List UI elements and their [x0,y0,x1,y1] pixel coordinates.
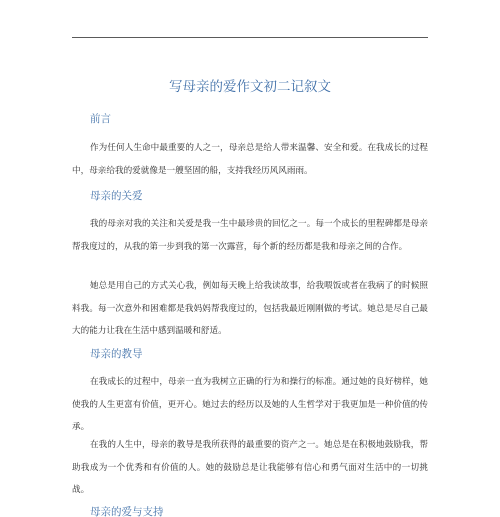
paragraph-teaching-2: 在我的人生中，母亲的教导是我所获得的最重要的资产之一。她总是在积极地鼓励我，帮助我成为一个优秀和有价值的人。她的鼓励总是让我能够有信心和勇气面对生活中的一切挑战。 [72,440,428,496]
paragraph-care-2: 她总是用自己的方式关心我，例如每天晚上给我读故事，给我喂饭或者在我病了的时候照料我。每一次意外和困难都是我妈妈帮我度过的，包括我最近刚刚做的考试。她总是尽自己最大的能力让我在生活中感到温暖和舒适。 [72,281,428,337]
paragraph-care-1: 我的母亲对我的关注和关爱是我一生中最珍贵的回忆之一。每一个成长的里程碑都是母亲帮我度过的，从我的第一步到我的第一次露营，每个新的经历都是我和母亲之间的合作。 [72,219,428,252]
section-heading-preface: 前言 [90,113,111,125]
section-heading-care: 母亲的关爱 [90,190,143,202]
document-title: 写母亲的爱作文初二记叙文 [169,79,331,95]
section-heading-teaching: 母亲的教导 [90,348,143,360]
paragraph-teaching-1: 在我成长的过程中，母亲一直为我树立正确的行为和操行的标准。通过她的良好榜样，她使我的人生更富有价值，更开心。她过去的经历以及她的人生哲学对于我更加是一种价值的传承。 [72,377,428,433]
header-rule [72,37,428,38]
section-heading-support: 母亲的爱与支持 [90,506,164,517]
paragraph-preface-1: 作为任何人生命中最重要的人之一，母亲总是给人带来温馨、安全和爱。在我成长的过程中，母亲给我的爱就像是一艘坚固的船，支持我经历风风雨雨。 [72,143,428,176]
